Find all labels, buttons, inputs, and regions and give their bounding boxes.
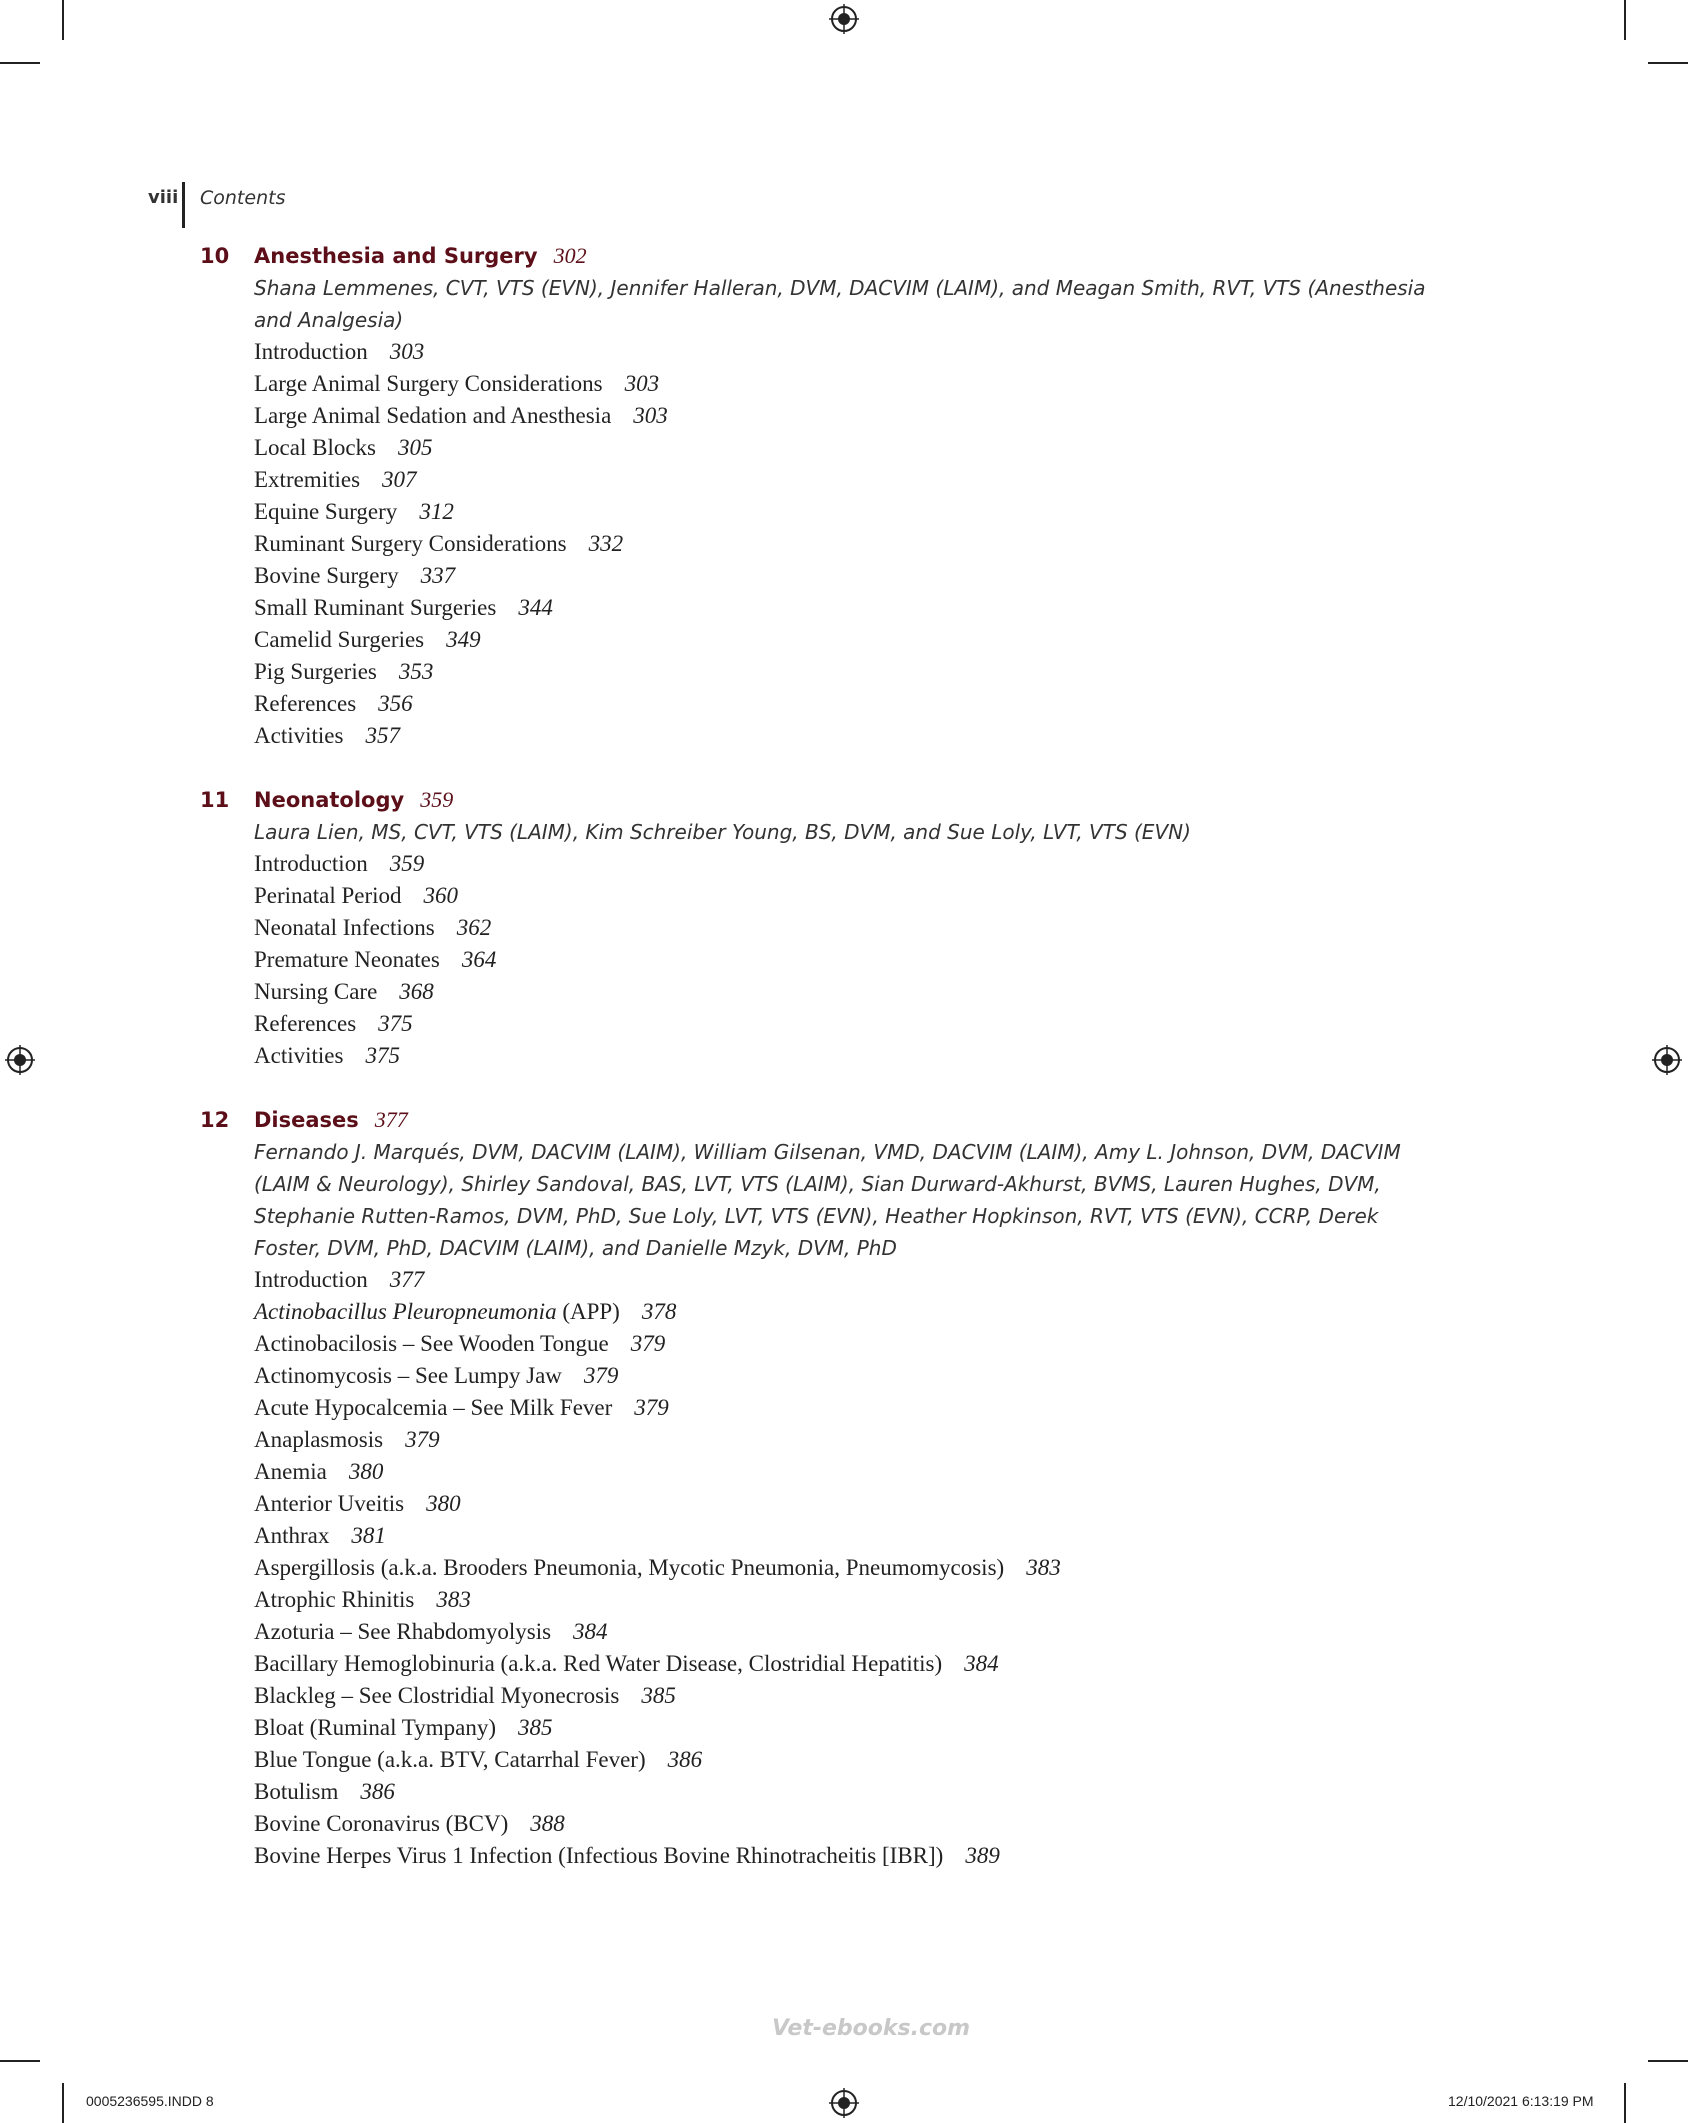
- registration-mark-icon: [1652, 1045, 1682, 1075]
- entry-page-number: 353: [398, 659, 434, 684]
- entry-page-number: 378: [641, 1299, 677, 1324]
- toc-entry[interactable]: [254, 368, 1480, 400]
- entry-page-number: 386: [360, 1779, 395, 1804]
- toc-entry[interactable]: [254, 496, 1480, 528]
- crop-mark: [1648, 62, 1688, 64]
- entry-title: Bloat (Ruminal Tympany): [254, 1715, 496, 1740]
- toc-entry[interactable]: [254, 912, 1480, 944]
- chapter-page-number: 359: [420, 787, 454, 812]
- entry-title-italic: Actinobacillus Pleuropneumonia: [254, 1299, 557, 1324]
- chapter-page-number: 302: [553, 243, 587, 268]
- entry-title: Small Ruminant Surgeries: [254, 595, 497, 620]
- toc-entry[interactable]: [254, 1744, 1480, 1776]
- slug-timestamp: 12/10/2021 6:13:19 PM: [1448, 2093, 1594, 2109]
- chapter-title-link[interactable]: [254, 1104, 408, 1136]
- chapter-12: [200, 1104, 1480, 1872]
- entry-page-number: 379: [630, 1331, 666, 1356]
- entry-page-number: 386: [667, 1747, 703, 1772]
- entry-page-number: 303: [633, 403, 668, 428]
- toc-entry[interactable]: [254, 1392, 1480, 1424]
- section-list: [254, 848, 1480, 1072]
- entry-page-number: 349: [446, 627, 481, 652]
- crop-mark: [0, 62, 40, 64]
- crop-mark: [1648, 2060, 1688, 2062]
- toc-entry[interactable]: [254, 1712, 1480, 1744]
- entry-title: Blue Tongue (a.k.a. BTV, Catarrhal Fever): [254, 1747, 646, 1772]
- toc-entry[interactable]: [254, 1808, 1480, 1840]
- entry-page-number: 359: [389, 851, 425, 876]
- entry-page-number: 389: [965, 1843, 1000, 1868]
- toc-entry[interactable]: [254, 1456, 1480, 1488]
- entry-page-number: 357: [365, 723, 400, 748]
- toc-entry[interactable]: [254, 592, 1480, 624]
- chapter-title-link[interactable]: [254, 240, 587, 272]
- entry-title: Camelid Surgeries: [254, 627, 425, 652]
- entry-title: Aspergillosis (a.k.a. Brooders Pneumonia, Mycotic Pneumonia, Pneumomycosis): [254, 1555, 1005, 1580]
- entry-page-number: 303: [624, 371, 660, 396]
- chapter-number: 10: [200, 244, 230, 268]
- entry-title: Nursing Care: [254, 979, 378, 1004]
- section-list: [254, 336, 1480, 752]
- entry-page-number: 303: [389, 339, 425, 364]
- entry-page-number: 307: [382, 467, 417, 492]
- entry-title: Introduction: [254, 339, 368, 364]
- entry-page-number: 379: [405, 1427, 440, 1452]
- entry-title: Acute Hypocalcemia – See Milk Fever: [254, 1395, 613, 1420]
- registration-mark-icon: [829, 2088, 859, 2118]
- toc-entry[interactable]: [254, 1040, 1480, 1072]
- chapter-number: 12: [200, 1108, 230, 1132]
- toc-entry[interactable]: [254, 432, 1480, 464]
- entry-page-number: 332: [588, 531, 624, 556]
- entry-page-number: 360: [423, 883, 459, 908]
- entry-page-number: 380: [426, 1491, 461, 1516]
- entry-title: Equine Surgery: [254, 499, 398, 524]
- chapter-heading: [200, 1104, 1480, 1136]
- crop-mark: [62, 0, 64, 40]
- entry-title: Bovine Coronavirus (BCV): [254, 1811, 509, 1836]
- toc-entry[interactable]: [254, 944, 1480, 976]
- entry-title: References: [254, 1011, 357, 1036]
- page-folio: viii: [148, 187, 179, 208]
- toc-entry[interactable]: [254, 1552, 1480, 1584]
- entry-page-number: 384: [573, 1619, 608, 1644]
- chapter-heading: [200, 784, 1480, 816]
- entry-title: Ruminant Surgery Considerations: [254, 531, 567, 556]
- entry-title: Perinatal Period: [254, 883, 402, 908]
- chapter-11: [200, 784, 1480, 1072]
- toc-entry[interactable]: [254, 880, 1480, 912]
- chapter-title: Neonatology: [254, 788, 405, 812]
- entry-title: Blackleg – See Clostridial Myonecrosis: [254, 1683, 620, 1708]
- entry-page-number: 337: [420, 563, 456, 588]
- entry-title: Premature Neonates: [254, 947, 440, 972]
- toc-entry[interactable]: [254, 624, 1480, 656]
- entry-title: Introduction: [254, 1267, 368, 1292]
- entry-title: Large Animal Surgery Considerations: [254, 371, 603, 396]
- chapter-heading: [200, 240, 1480, 272]
- table-of-contents: [200, 240, 1480, 1904]
- toc-entry[interactable]: [254, 1296, 1480, 1328]
- registration-mark-icon: [829, 4, 859, 34]
- entry-title: Actinobacilosis – See Wooden Tongue: [254, 1331, 609, 1356]
- toc-entry[interactable]: [254, 1360, 1480, 1392]
- entry-page-number: 377: [389, 1267, 425, 1292]
- entry-page-number: 388: [530, 1811, 565, 1836]
- toc-entry[interactable]: [254, 336, 1480, 368]
- toc-entry[interactable]: [254, 1424, 1480, 1456]
- chapter-title-link[interactable]: [254, 784, 453, 816]
- entry-page-number: 383: [436, 1587, 471, 1612]
- crop-mark: [1624, 2083, 1626, 2123]
- crop-mark: [0, 2060, 40, 2062]
- toc-entry[interactable]: [254, 1776, 1480, 1808]
- entry-page-number: 383: [1026, 1555, 1061, 1580]
- toc-entry[interactable]: [254, 1584, 1480, 1616]
- toc-entry[interactable]: [254, 1520, 1480, 1552]
- registration-mark-icon: [5, 1045, 35, 1075]
- entry-title: (APP): [556, 1299, 620, 1324]
- entry-page-number: 305: [398, 435, 433, 460]
- entry-title: Extremities: [254, 467, 361, 492]
- toc-entry[interactable]: [254, 528, 1480, 560]
- entry-page-number: 384: [964, 1651, 999, 1676]
- toc-entry[interactable]: [254, 1680, 1480, 1712]
- watermark-logo: Vet-ebooks.com: [772, 2016, 971, 2041]
- entry-page-number: 375: [378, 1011, 413, 1036]
- running-title: Contents: [200, 187, 286, 209]
- entry-page-number: 380: [348, 1459, 384, 1484]
- entry-page-number: 379: [634, 1395, 669, 1420]
- toc-entry[interactable]: [254, 1488, 1480, 1520]
- entry-page-number: 381: [351, 1523, 386, 1548]
- entry-page-number: 385: [641, 1683, 676, 1708]
- chapter-title: Anesthesia and Surgery: [254, 244, 538, 268]
- toc-entry[interactable]: [254, 464, 1480, 496]
- entry-title: Activities: [254, 723, 344, 748]
- toc-entry[interactable]: [254, 1616, 1480, 1648]
- entry-title: Local Blocks: [254, 435, 376, 460]
- crop-mark: [1624, 0, 1626, 40]
- slug-filename: 0005236595.INDD 8: [86, 2093, 214, 2109]
- entry-page-number: 364: [461, 947, 497, 972]
- toc-entry[interactable]: [254, 656, 1480, 688]
- header-divider: [182, 182, 185, 228]
- entry-page-number: 368: [399, 979, 434, 1004]
- toc-entry[interactable]: [254, 976, 1480, 1008]
- entry-page-number: 379: [583, 1363, 619, 1388]
- entry-title: Large Animal Sedation and Anesthesia: [254, 403, 612, 428]
- chapter-number: 11: [200, 788, 230, 812]
- toc-entry[interactable]: [254, 560, 1480, 592]
- toc-entry[interactable]: [254, 720, 1480, 752]
- chapter-authors: Fernando J. Marqués, DVM, DACVIM (LAIM), William Gilsenan, VMD, DACVIM (LAIM), Amy L. Johnson, DVM, DACVIM (LAIM & Neurology), Shirley Sandoval, BAS, LVT, VTS (LAIM), Sian Durward-Akhurst, BVMS, Lauren Hughes, DVM, Stephanie Rutten-Ramos, DVM, PhD, Sue Loly, LVT, VTS (EVN), Heather Hopkinson, RVT, VTS (EVN), CCRP, Derek Foster, DVM, PhD, DACVIM (LAIM), and Danielle Mzyk, DVM, PhD: [254, 1140, 1401, 1260]
- entry-title: Atrophic Rhinitis: [254, 1587, 415, 1612]
- entry-title: Botulism: [254, 1779, 339, 1804]
- entry-title: Bovine Herpes Virus 1 Infection (Infectious Bovine Rhinotracheitis [IBR]): [254, 1843, 944, 1868]
- entry-title: Activities: [254, 1043, 344, 1068]
- toc-entry[interactable]: [254, 400, 1480, 432]
- toc-entry[interactable]: [254, 1648, 1480, 1680]
- entry-title: Anaplasmosis: [254, 1427, 384, 1452]
- entry-title: Anthrax: [254, 1523, 330, 1548]
- entry-title: Anterior Uveitis: [254, 1491, 405, 1516]
- chapter-authors: Laura Lien, MS, CVT, VTS (LAIM), Kim Schreiber Young, BS, DVM, and Sue Loly, LVT, VTS (EVN): [254, 820, 1191, 844]
- crop-mark: [62, 2083, 64, 2123]
- entry-page-number: 344: [518, 595, 553, 620]
- chapter-authors: Shana Lemmenes, CVT, VTS (EVN), Jennifer Halleran, DVM, DACVIM (LAIM), and Meagan Smith, RVT, VTS (Anesthesia and Analgesia): [254, 276, 1426, 332]
- chapter-title: Diseases: [254, 1108, 359, 1132]
- chapter-10: [200, 240, 1480, 752]
- entry-title: Pig Surgeries: [254, 659, 377, 684]
- entry-title: Bovine Surgery: [254, 563, 399, 588]
- toc-entry[interactable]: [254, 1840, 1480, 1872]
- toc-entry[interactable]: [254, 688, 1480, 720]
- entry-title: Bacillary Hemoglobinuria (a.k.a. Red Water Disease, Clostridial Hepatitis): [254, 1651, 943, 1676]
- entry-title: Introduction: [254, 851, 368, 876]
- chapter-page-number: 377: [374, 1107, 408, 1132]
- entry-title: Anemia: [254, 1459, 327, 1484]
- entry-title: Azoturia – See Rhabdomyolysis: [254, 1619, 552, 1644]
- entry-title: References: [254, 691, 357, 716]
- entry-page-number: 362: [456, 915, 492, 940]
- toc-entry[interactable]: [254, 1008, 1480, 1040]
- entry-title: Neonatal Infections: [254, 915, 435, 940]
- toc-entry[interactable]: [254, 848, 1480, 880]
- section-list: [254, 1264, 1480, 1872]
- entry-page-number: 312: [419, 499, 454, 524]
- entry-title: Actinomycosis – See Lumpy Jaw: [254, 1363, 562, 1388]
- toc-entry[interactable]: [254, 1328, 1480, 1360]
- entry-page-number: 375: [365, 1043, 400, 1068]
- toc-entry[interactable]: [254, 1264, 1480, 1296]
- entry-page-number: 356: [378, 691, 413, 716]
- entry-page-number: 385: [518, 1715, 553, 1740]
